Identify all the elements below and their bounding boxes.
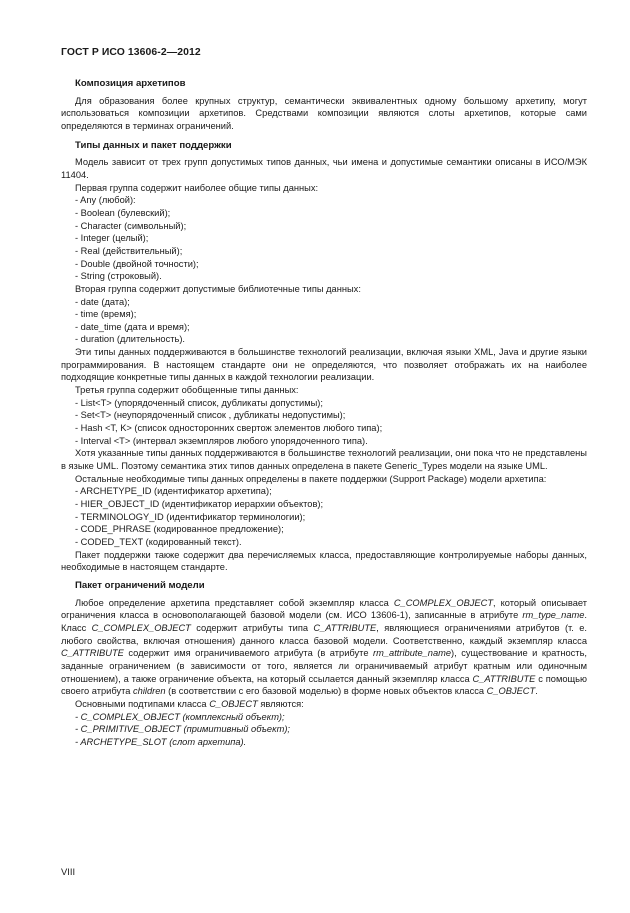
list-item: - Integer (целый); (75, 233, 149, 244)
group2-intro: Вторая группа содержит допустимые библиотечные типы данных: (75, 283, 361, 294)
list-item: - HIER_OBJECT_ID (идентификатор иерархии объектов); (75, 499, 324, 509)
list-item: - date_time (дата и время); (75, 321, 190, 332)
page-number: VIII (61, 866, 76, 877)
list-item: - ARCHETYPE_SLOT (слот архетипа). (75, 736, 247, 747)
subtypes-intro: Основными подтипами класса C_OBJECT являются: (75, 698, 304, 709)
list-item: - CODED_TEXT (кодированный текст). (75, 536, 242, 547)
paragraph-support-note: Пакет поддержки также содержит два перечисляемых класса, предоставляющие контролируемые наборы данных, необходимые в настоящем стандарте. (61, 549, 587, 573)
heading-data-types: Типы данных и пакет поддержки (75, 139, 232, 151)
list-item: - Interval <T> (интервал экземпляров любого упорядоченного типа). (75, 435, 368, 446)
paragraph-composition: Для образования более крупных структур, семантически эквивалентных одному большому архетипу, могут использоваться композиции архетипов. Средствами композиции являются слоты архетипов, которые сами определяются в терминах ограничений. (61, 95, 587, 131)
list-item: - Set<T> (неупорядоченный список , дубликаты недопустимы); (75, 410, 346, 421)
list-item: - List<T> (упорядоченный список, дубликаты допустимы); (75, 397, 323, 408)
paragraph-group3-note: Хотя указанные типы данных поддерживаются в большинстве технологий реализации, они пока что не представлены в языке UML. Поэтому семантика этих типов данных определена в пакете Generic_Types модели на языке UML. (61, 448, 587, 472)
list-item: - Hash <T, K> (список односторонних свертож элементов любого типа); (75, 423, 383, 434)
list-item: - C_COMPLEX_OBJECT (комплексный объект); (75, 711, 285, 722)
list-item: - duration (длительность). (75, 334, 186, 345)
list-item: - String (строковый). (75, 271, 162, 282)
list-item: - CODE_PHRASE (кодированное предложение); (75, 524, 284, 535)
paragraph-group2-note: Эти типы данных поддерживаются в большинстве технологий реализации, включая языки XML, Java и другие языки программирования. В настоящем стандарте они не определяются, что позволяет отображать их на наиболее подходящие конкретные типы данных в каждой технологии реализации. (61, 347, 587, 383)
list-item: - Any (любой): (75, 195, 136, 206)
heading-constraint-package: Пакет ограничений модели (75, 579, 205, 591)
group1-intro: Первая группа содержит наиболее общие типы данных: (75, 182, 319, 193)
list-item: - date (дата); (75, 296, 130, 307)
list-item: - Double (двойной точности); (75, 258, 199, 269)
list-item: - C_PRIMITIVE_OBJECT (примитивный объект); (75, 724, 291, 735)
group3-intro: Третья группа содержит обобщенные типы данных: (75, 385, 299, 396)
list-item: - Boolean (булевский); (75, 207, 171, 218)
list-item: - time (время); (75, 309, 137, 320)
page-header: ГОСТ Р ИСО 13606-2—2012 (61, 47, 201, 58)
heading-composition: Композиция архетипов (75, 78, 186, 89)
paragraph-types-intro: Модель зависит от трех групп допустимых типов данных, чьи имена и допустимые семантики описаны в ИСО/МЭК 11404. (61, 157, 587, 180)
list-item: - Character (символьный); (75, 220, 187, 231)
paragraph-support-intro: Остальные необходимые типы данных определены в пакете поддержки (Support Package) модели архетипа: (75, 473, 547, 484)
list-item: - ARCHETYPE_ID (идентификатор архетипа); (75, 486, 272, 497)
page-body (61, 78, 587, 748)
paragraph-constraints: Любое определение архетипа представляет собой экземпляр класса C_COMPLEX_OBJECT, который описывает ограничения класса в основополагающей базовой модели (см. ИСО 13606-1), записанные в атрибуте rm_type_name. Класс C_COMPLEX_OBJECT содержит атрибуты типа C_ATTRIBUTE, являющиеся ограничениями атрибутов (т. е. любого свойства, включая отношения) данного класса базовой модели. Соответственно, каждый экземпляр класса C_ATTRIBUTE содержит имя ограничиваемого атрибута (в атрибуте rm_attribute_name), существование и кратность, заданные ограничением (в зависимости от того, является ли ограничиваемый атрибут кратным или одиночным отношением), а также ограничение объекта, на который ссылается данный экземпляр класса C_ATTRIBUTE с помощью своего атрибута children (в соответствии с его базовой моделью) в форме новых объектов класса C_OBJECT. (61, 597, 587, 697)
list-item: - Real (действительный); (75, 245, 183, 256)
list-item: - TERMINOLOGY_ID (идентификатор терминологии); (75, 511, 306, 522)
